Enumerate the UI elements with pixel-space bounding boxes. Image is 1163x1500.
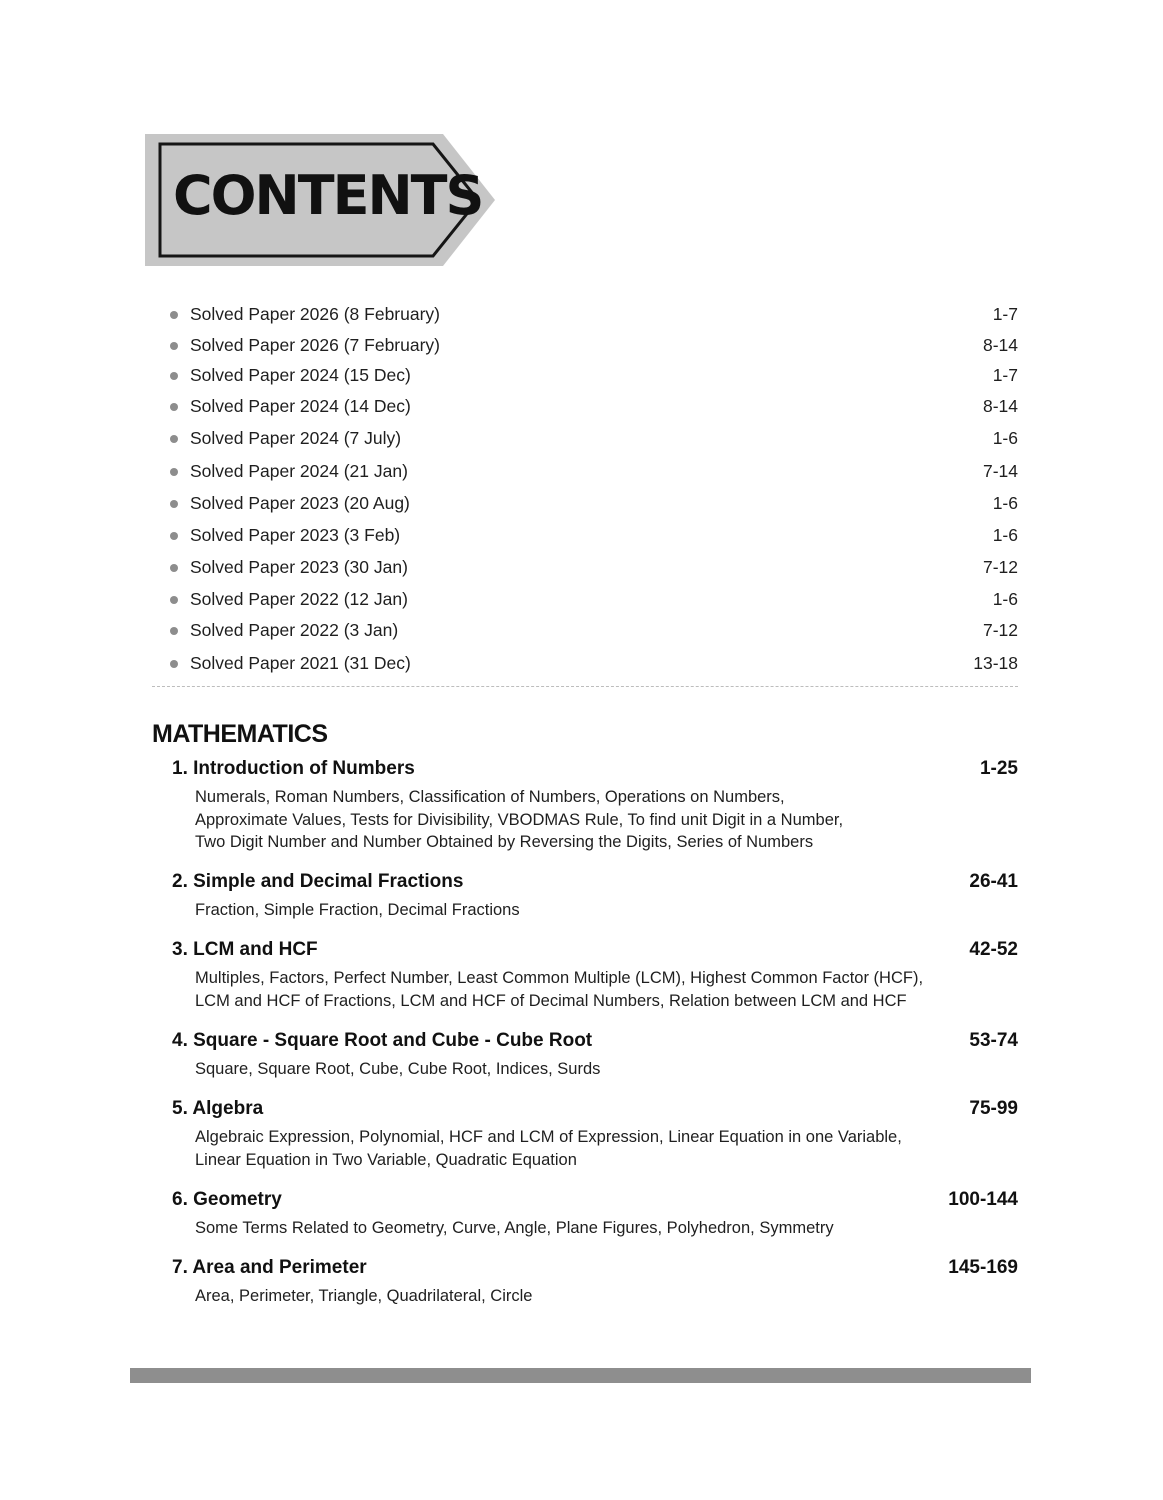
chapter-page-range: 75-99 [969, 1098, 1018, 1119]
paper-title: Solved Paper 2024 (21 Jan) [190, 461, 408, 481]
chapter-header [172, 758, 1018, 786]
chapter-header [172, 1257, 1018, 1285]
chapter-entry[interactable] [172, 1030, 1018, 1081]
topic-line: Some Terms Related to Geometry, Curve, Angle, Plane Figures, Polyhedron, Symmetry [195, 1219, 834, 1237]
chapter-topics [195, 967, 1018, 1012]
chapter-topics [195, 1285, 1018, 1308]
chapter-entry[interactable] [172, 939, 1018, 1012]
list-item[interactable] [165, 300, 1018, 331]
topic-line: Approximate Values, Tests for Divisibility, VBODMAS Rule, To find unit Digit in a Number, [195, 810, 844, 829]
chapter-entry[interactable] [172, 1257, 1018, 1308]
list-item[interactable] [165, 489, 1018, 520]
chapter-page-range: 1-25 [979, 758, 1018, 779]
chapter-entry[interactable] [172, 758, 1018, 854]
chapter-page-range: 145-169 [948, 1257, 1018, 1278]
chapter-page-range: 53-74 [969, 1030, 1018, 1051]
contents-banner [145, 134, 497, 266]
page-range: 1-7 [992, 304, 1018, 324]
topic-line: Multiples, Factors, Perfect Number, Least Common Multiple (LCM), Highest Common Factor (HCF), [195, 969, 924, 987]
paper-title: Solved Paper 2023 (30 Jan) [190, 557, 408, 577]
paper-title: Solved Paper 2022 (3 Jan) [190, 620, 399, 640]
chapter-title: 4. Square - Square Root and Cube - Cube Root [172, 1030, 593, 1051]
chapter-title: 6. Geometry [172, 1189, 282, 1210]
chapter-header [172, 1098, 1018, 1126]
paper-title: Solved Paper 2026 (7 February) [190, 335, 440, 355]
topic-line: Square, Square Root, Cube, Cube Root, Indices, Surds [195, 1060, 601, 1078]
paper-title: Solved Paper 2023 (20 Aug) [190, 493, 410, 513]
topic-line: Two Digit Number and Number Obtained by Reversing the Digits, Series of Numbers [195, 833, 814, 851]
list-item[interactable] [165, 457, 1018, 488]
page-range: 13-18 [973, 653, 1018, 673]
list-item[interactable] [165, 361, 1018, 392]
topic-line: Fraction, Simple Fraction, Decimal Fractions [195, 901, 520, 919]
chapter-title: 7. Area and Perimeter [172, 1257, 367, 1278]
list-item[interactable] [165, 553, 1018, 584]
bullet-icon [170, 468, 178, 476]
page-range: 7-14 [982, 461, 1018, 481]
page-range: 1-6 [992, 493, 1018, 513]
paper-title: Solved Paper 2023 (3 Feb) [190, 525, 401, 545]
topic-line: Algebraic Expression, Polynomial, HCF and LCM of Expression, Linear Equation in one Variable, [195, 1128, 902, 1146]
list-item[interactable] [165, 521, 1018, 552]
page-range: 7-12 [982, 557, 1018, 577]
dashed-divider [152, 686, 1018, 687]
list-item[interactable] [165, 331, 1018, 362]
list-item[interactable] [165, 585, 1018, 616]
chapter-page-range: 100-144 [948, 1189, 1018, 1210]
chapter-title: 2. Simple and Decimal Fractions [172, 871, 464, 892]
chapter-header [172, 871, 1018, 899]
chapter-title: 5. Algebra [172, 1098, 264, 1119]
paper-title: Solved Paper 2026 (8 February) [190, 304, 440, 324]
paper-title: Solved Paper 2024 (15 Dec) [190, 365, 411, 385]
chapter-topics [195, 1126, 1018, 1171]
list-item[interactable] [165, 616, 1018, 647]
chapter-header [172, 1030, 1018, 1058]
paper-title: Solved Paper 2024 (14 Dec) [190, 396, 411, 416]
chapter-entry[interactable] [172, 871, 1018, 922]
section-heading: MATHEMATICS [152, 720, 328, 748]
paper-title: Solved Paper 2022 (12 Jan) [190, 589, 408, 609]
chapter-topics [195, 1217, 1018, 1240]
page-range: 8-14 [982, 396, 1018, 416]
page-range: 1-6 [992, 589, 1018, 609]
chapter-header [172, 1189, 1018, 1217]
list-item[interactable] [165, 392, 1018, 423]
bullet-icon [170, 564, 178, 572]
chapter-topics [195, 899, 1018, 922]
bullet-icon [170, 500, 178, 508]
page-range: 8-14 [982, 335, 1018, 355]
bullet-icon [170, 596, 178, 604]
page-range: 1-6 [992, 525, 1018, 545]
chapter-entry[interactable] [172, 1189, 1018, 1240]
bullet-icon [170, 403, 178, 411]
page-range: 7-12 [982, 620, 1018, 640]
bullet-icon [170, 532, 178, 540]
page-title: CONTENTS [173, 164, 483, 227]
chapter-page-range: 26-41 [969, 871, 1018, 892]
chapter-page-range: 42-52 [969, 939, 1018, 960]
bullet-icon [170, 660, 178, 668]
chapter-header [172, 939, 1018, 967]
bullet-icon [170, 435, 178, 443]
bullet-icon [170, 311, 178, 319]
chapter-title: 1. Introduction of Numbers [172, 758, 415, 779]
chapter-topics [195, 1058, 1018, 1081]
paper-title: Solved Paper 2024 (7 July) [190, 428, 402, 448]
chapter-topics [195, 786, 1018, 854]
topic-line: Numerals, Roman Numbers, Classification of Numbers, Operations on Numbers, [195, 788, 785, 806]
bullet-icon [170, 342, 178, 350]
page-range: 1-7 [992, 365, 1018, 385]
paper-title: Solved Paper 2021 (31 Dec) [190, 653, 411, 673]
list-item[interactable] [165, 424, 1018, 455]
topic-line: Area, Perimeter, Triangle, Quadrilateral, Circle [195, 1287, 533, 1305]
topic-line: Linear Equation in Two Variable, Quadratic Equation [195, 1150, 577, 1169]
list-item[interactable] [165, 649, 1018, 680]
bullet-icon [170, 627, 178, 635]
page-range: 1-6 [992, 428, 1018, 448]
chapter-title: 3. LCM and HCF [172, 939, 318, 960]
bullet-icon [170, 372, 178, 380]
topic-line: LCM and HCF of Fractions, LCM and HCF of Decimal Numbers, Relation between LCM and HCF [195, 991, 907, 1010]
footer-bar [130, 1368, 1031, 1383]
chapter-entry[interactable] [172, 1098, 1018, 1171]
